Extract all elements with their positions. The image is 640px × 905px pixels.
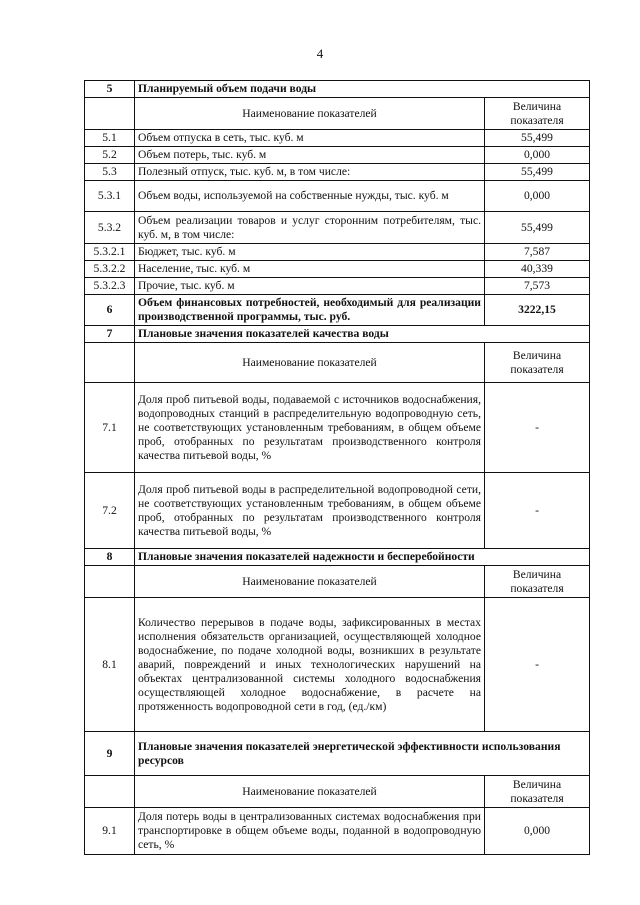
table-row [85, 181, 590, 212]
row-name: Бюджет, тыс. куб. м [135, 244, 485, 261]
table-row [85, 808, 590, 855]
table-row [85, 244, 590, 261]
table-row [85, 130, 590, 147]
column-header-row [85, 98, 590, 130]
section-7-header [85, 326, 590, 343]
table-row [85, 278, 590, 295]
row-number: 5.3.2.1 [85, 244, 135, 261]
section-number: 9 [85, 732, 135, 776]
name-header: Наименование показателей [135, 343, 485, 383]
value-header: Величина показателя [485, 776, 590, 808]
section-title: Плановые значения показателей надежности и бесперебойности [135, 549, 590, 566]
value-header: Величина показателя [485, 566, 590, 598]
table-row [85, 212, 590, 244]
table-row [85, 164, 590, 181]
row-number: 5.3.2.2 [85, 261, 135, 278]
section-6-row [85, 295, 590, 326]
row-value: 0,000 [485, 808, 590, 855]
row-name: Доля потерь воды в централизованных системах водоснабжения при транспортировке в общем объеме воды, поданной в водопроводную сеть, % [135, 808, 485, 855]
value-header: Величина показателя [485, 98, 590, 130]
row-number: 5.3 [85, 164, 135, 181]
row-value: 55,499 [485, 130, 590, 147]
row-value: 0,000 [485, 181, 590, 212]
section-number: 7 [85, 326, 135, 343]
row-name: Прочие, тыс. куб. м [135, 278, 485, 295]
section-title: Планируемый объем подачи воды [135, 81, 590, 98]
row-value: - [485, 598, 590, 732]
section-title: Плановые значения показателей энергетической эффективности использования ресурсов [135, 732, 590, 776]
row-value: 7,587 [485, 244, 590, 261]
column-header-row [85, 776, 590, 808]
table-row [85, 383, 590, 473]
row-value: 3222,15 [485, 295, 590, 326]
row-number: 5.3.1 [85, 181, 135, 212]
column-header-row [85, 343, 590, 383]
row-name: Количество перерывов в подаче воды, зафиксированных в местах исполнения обязательств организацией, осуществляющей холодное водоснабжение, по подаче холодной воды, возникших в результате аварий, повреждений и иных технологических нарушений на объектах централизованной системы холодного водоснабжения осуществляющей холодное водоснабжение, в расчете на протяженность водопроводной сети в год, (ед./км) [135, 598, 485, 732]
row-value: 40,339 [485, 261, 590, 278]
row-name: Объем воды, используемой на собственные нужды, тыс. куб. м [135, 181, 485, 212]
row-name: Население, тыс. куб. м [135, 261, 485, 278]
column-header-row [85, 566, 590, 598]
row-value: 55,499 [485, 212, 590, 244]
row-number: 7.2 [85, 473, 135, 549]
section-number: 6 [85, 295, 135, 326]
row-name: Объем реализации товаров и услуг сторонним потребителям, тыс. куб. м, в том числе: [135, 212, 485, 244]
section-9-header [85, 732, 590, 776]
row-name: Объем отпуска в сеть, тыс. куб. м [135, 130, 485, 147]
row-value: - [485, 383, 590, 473]
section-number: 5 [85, 81, 135, 98]
row-number: 8.1 [85, 598, 135, 732]
section-8-header [85, 549, 590, 566]
table-row [85, 598, 590, 732]
name-header: Наименование показателей [135, 566, 485, 598]
row-number: 7.1 [85, 383, 135, 473]
name-header: Наименование показателей [135, 776, 485, 808]
row-number: 5.2 [85, 147, 135, 164]
row-number: 5.3.2 [85, 212, 135, 244]
section-number: 8 [85, 549, 135, 566]
table-row [85, 147, 590, 164]
page-number: 4 [316, 46, 324, 61]
section-title: Плановые значения показателей качества воды [135, 326, 590, 343]
table-row [85, 473, 590, 549]
program-table [84, 80, 590, 855]
row-name: Доля проб питьевой воды в распределительной водопроводной сети, не соответствующих установленным требованиям, в общем объеме проб, отобранных по результатам производственного контроля качества питьевой воды, % [135, 473, 485, 549]
row-name: Доля проб питьевой воды, подаваемой с источников водоснабжения, водопроводных станций в распределительную водопроводную сеть, не соответствующих установленным требованиям, в общем объеме проб, отобранных по результатам производственного контроля качества питьевой воды, % [135, 383, 485, 473]
row-value: 55,499 [485, 164, 590, 181]
row-value: 7,573 [485, 278, 590, 295]
table-row [85, 261, 590, 278]
row-value: 0,000 [485, 147, 590, 164]
row-value: - [485, 473, 590, 549]
row-number: 9.1 [85, 808, 135, 855]
row-name: Объем финансовых потребностей, необходимый для реализации производственной программы, тыс. руб. [135, 295, 485, 326]
value-header: Величина показателя [485, 343, 590, 383]
row-number: 5.3.2.3 [85, 278, 135, 295]
row-number: 5.1 [85, 130, 135, 147]
section-5-header [85, 81, 590, 98]
name-header: Наименование показателей [135, 98, 485, 130]
row-name: Объем потерь, тыс. куб. м [135, 147, 485, 164]
row-name: Полезный отпуск, тыс. куб. м, в том числе: [135, 164, 485, 181]
